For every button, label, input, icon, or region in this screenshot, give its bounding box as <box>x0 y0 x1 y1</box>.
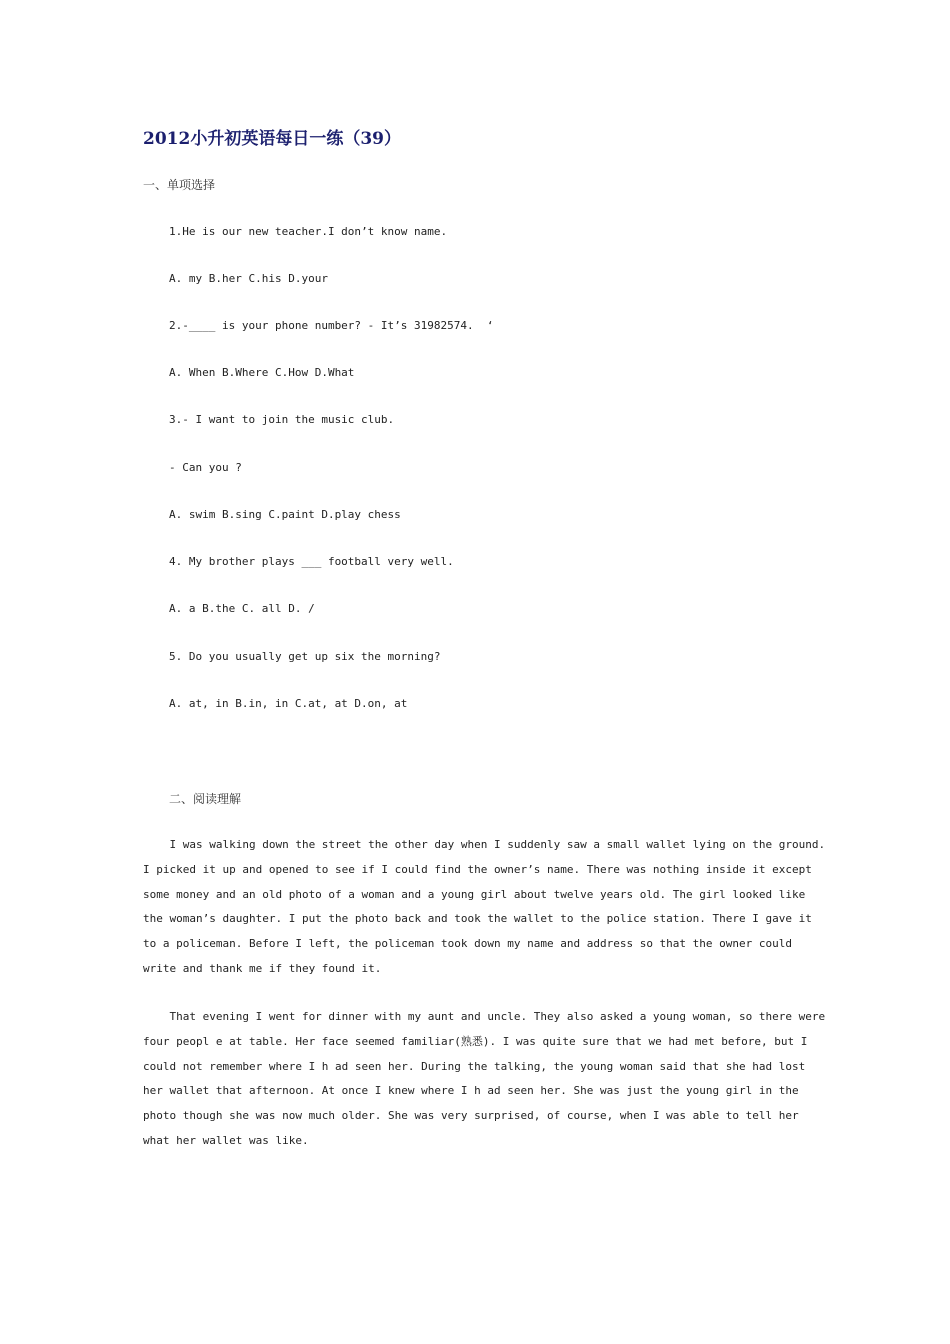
reading-paragraph-1 <box>143 833 826 982</box>
paragraph-1-line: write and thank me if they found it. <box>143 961 382 975</box>
paragraph-1-line: to a policeman. Before I left, the policeman took down my name and address so that the owner could <box>143 937 793 951</box>
paragraph-2-line: four peopl e at table. Her face seemed familiar(熟悉). I was quite sure that we had met before, but I <box>143 1034 808 1048</box>
question-3-reply: - Can you ? <box>169 461 242 474</box>
paragraph-1-line: I was walking down the street the other day when I suddenly saw a small wallet lying on the ground. <box>143 838 826 851</box>
paragraph-1-line: I picked it up and opened to see if I could find the owner’s name. There was nothing inside it except <box>143 862 812 876</box>
question-4-options: A. a B.the C. all D. / <box>169 602 315 615</box>
paragraph-2-line: her wallet that afternoon. At once I knew where I h ad seen her. She was just the young girl in the <box>143 1084 799 1098</box>
question-1-options: A. my B.her C.his D.your <box>169 272 328 285</box>
question-2: 2.-____ is your phone number? - It’s 31982574. ‘ <box>169 319 494 332</box>
page-title: 2012小升初英语每日一练（39） <box>143 129 401 149</box>
question-3-options: A. swim B.sing C.paint D.play chess <box>169 508 401 521</box>
question-5: 5. Do you usually get up six the morning? <box>169 650 441 663</box>
question-2-options: A. When B.Where C.How D.What <box>169 366 355 379</box>
question-4: 4. My brother plays ___ football very well. <box>169 555 454 568</box>
paragraph-2-line: photo though she was now much older. She was very surprised, of course, when I was able to tell her <box>143 1109 799 1123</box>
section-heading-single-choice: 一、单项选择 <box>143 178 216 192</box>
paragraph-2-line: could not remember where I h ad seen her. During the talking, the young woman said that she had lost <box>143 1059 806 1073</box>
question-3: 3.- I want to join the music club. <box>169 413 395 426</box>
section-heading-reading: 二、阅读理解 <box>169 792 242 806</box>
paragraph-2-line: That evening I went for dinner with my aunt and uncle. They also asked a young woman, so there were <box>143 1010 826 1023</box>
paragraph-1-line: some money and an old photo of a woman and a young girl about twelve years old. The girl looked like <box>143 887 806 901</box>
question-1: 1.He is our new teacher.I don’t know name. <box>169 225 448 238</box>
question-5-options: A. at, in B.in, in C.at, at D.on, at <box>169 697 408 710</box>
reading-paragraph-2 <box>143 1005 826 1154</box>
paragraph-1-line: the woman’s daughter. I put the photo back and took the wallet to the police station. There I gave it <box>143 912 812 926</box>
paragraph-2-line: what her wallet was like. <box>143 1133 309 1147</box>
